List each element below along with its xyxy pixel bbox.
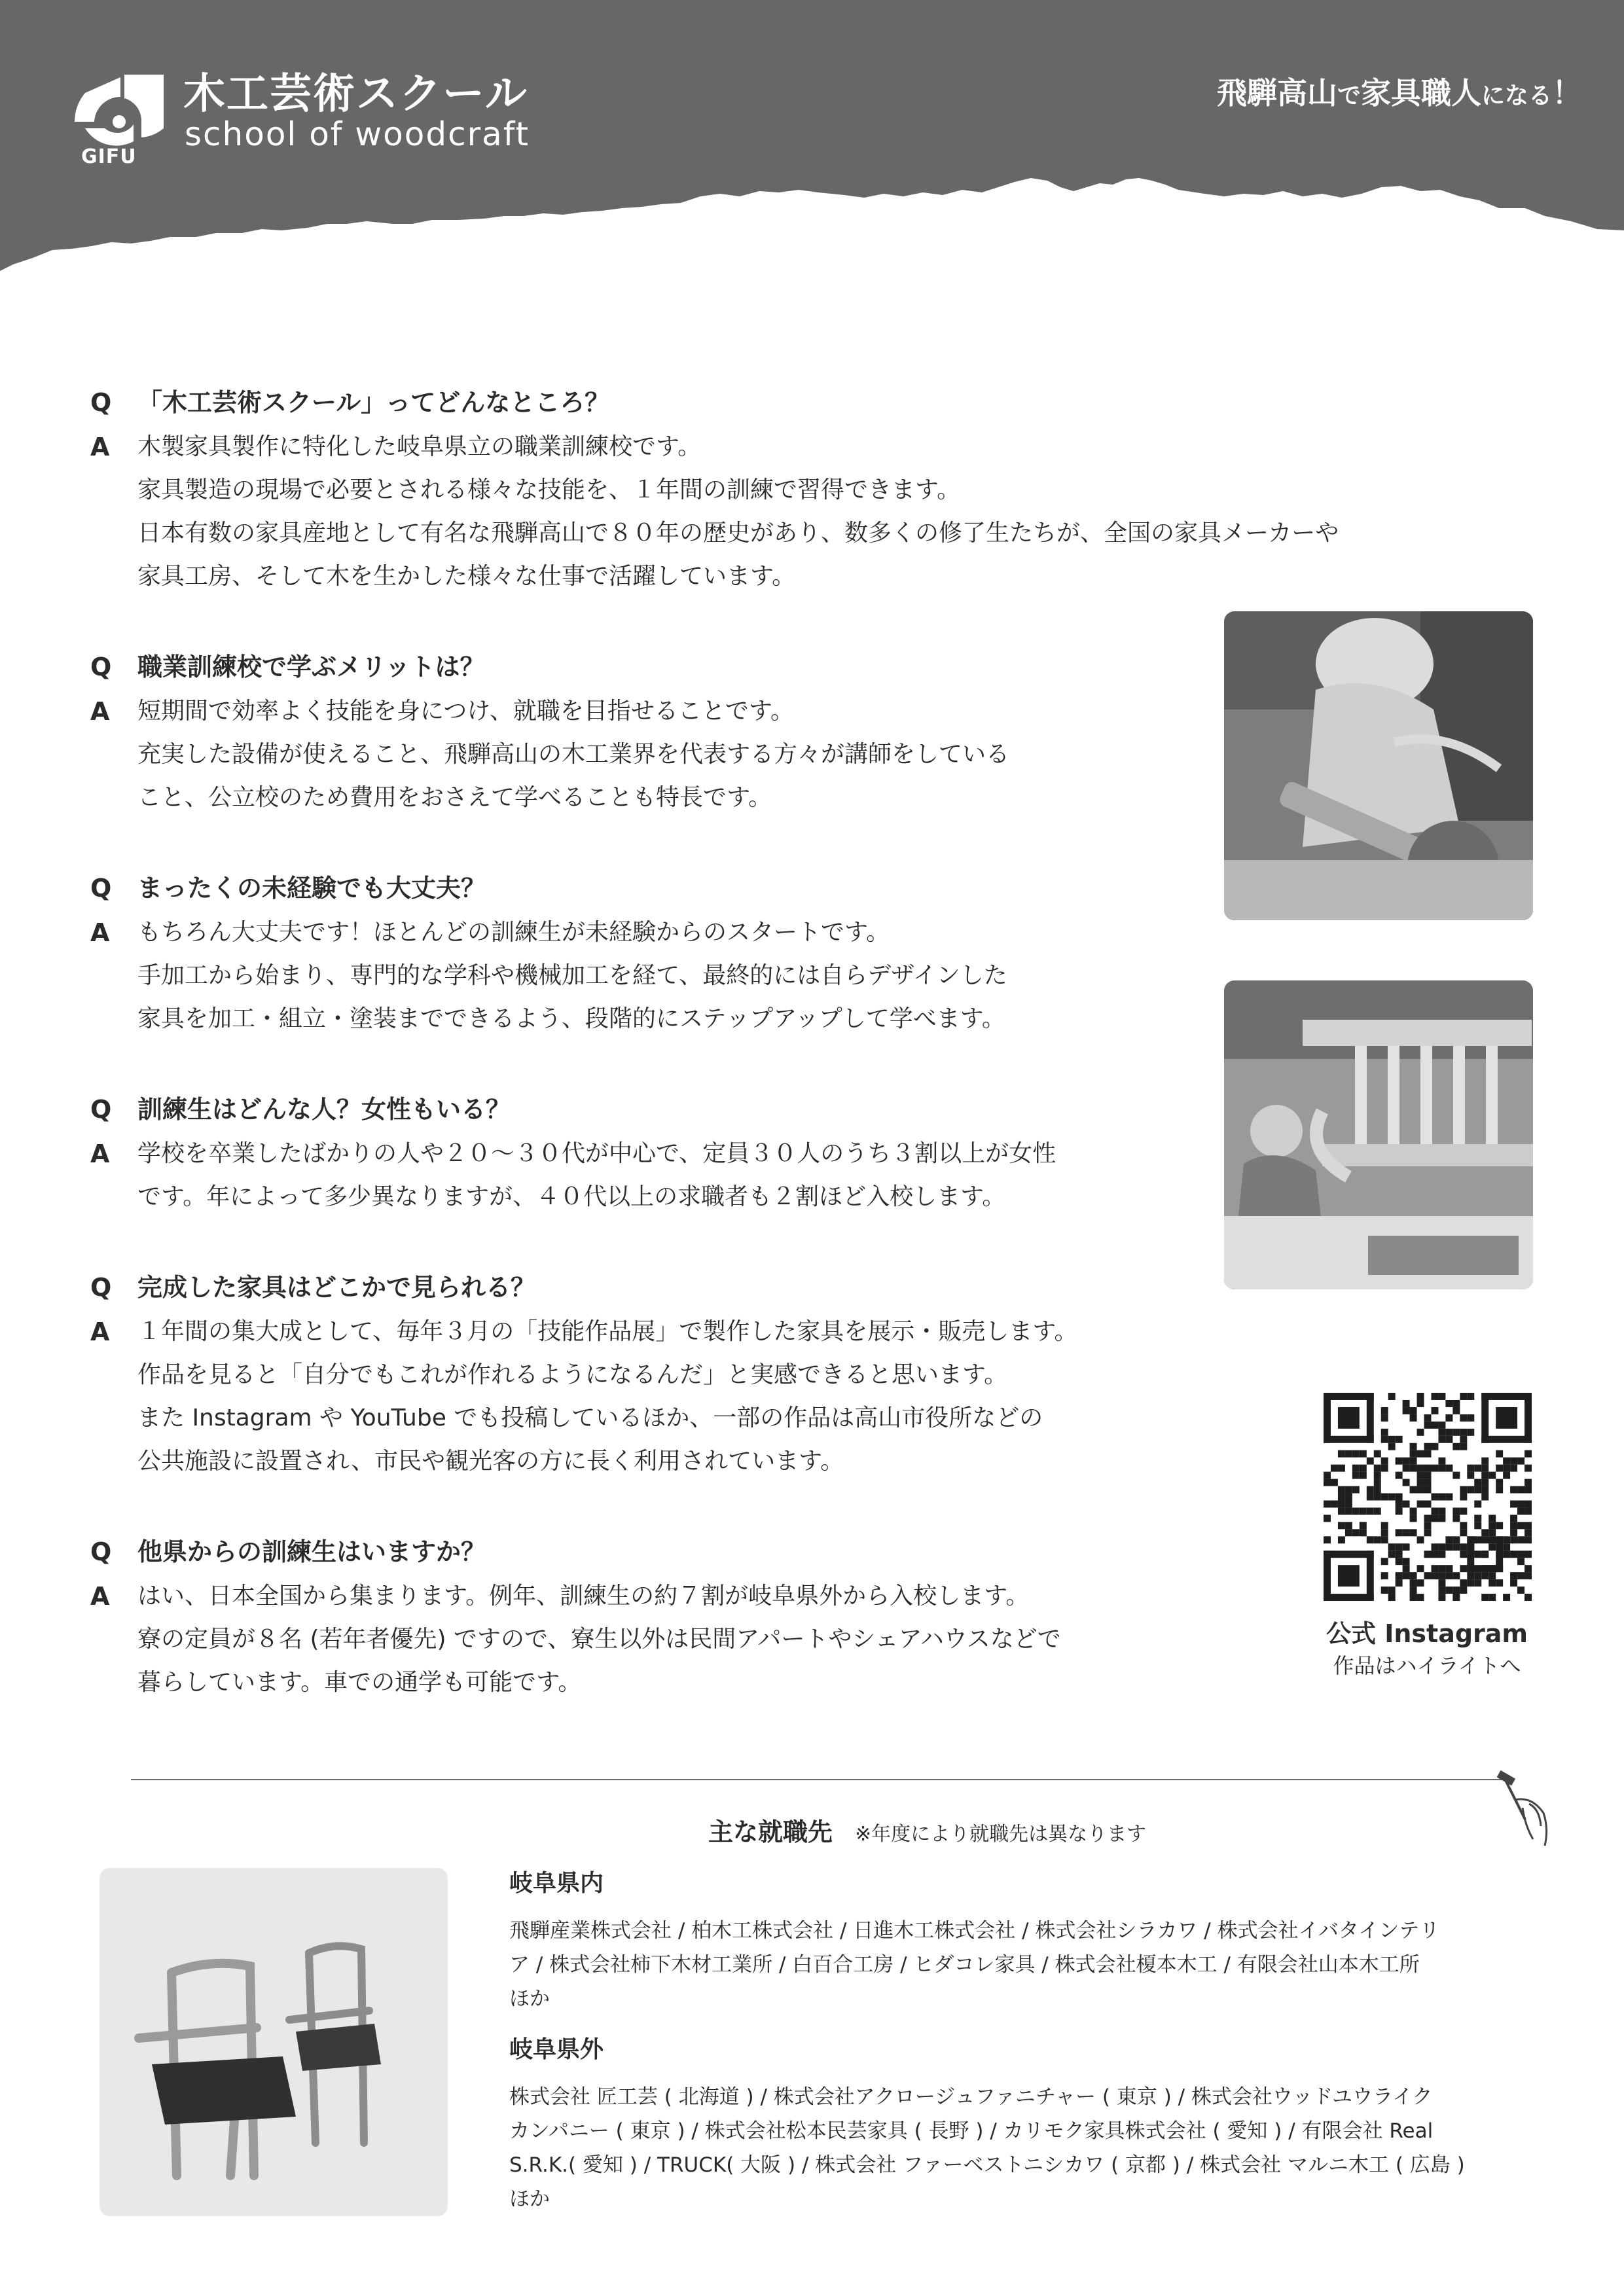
- answer-line: です。年によって多少異なりますが、４０代以上の求職者も２割ほど入校します。: [137, 1183, 1006, 1210]
- answer-row: [90, 425, 1543, 598]
- answer-line: 作品を見ると「自分でもこれが作れるようになるんだ」と実感できると思います。: [137, 1361, 1008, 1388]
- instagram-qr-code-icon[interactable]: [1324, 1393, 1532, 1601]
- region-name: 岐阜県外: [509, 2036, 604, 2063]
- answer-line: 木製家具製作に特化した岐阜県立の職業訓練校です。: [137, 433, 702, 460]
- company-line: ほか: [509, 2187, 550, 2211]
- question-mark: Q: [90, 1095, 112, 1124]
- answer-line: 家具を加工・組立・塗装までできるよう、段階的にステップアップして学べます。: [137, 1005, 1005, 1032]
- company-line: ほか: [509, 1987, 550, 2011]
- employment-region: [509, 1865, 1530, 2016]
- employment-note: ※年度により就職先は異なります: [855, 1823, 1147, 1846]
- header-band: [0, 0, 1624, 301]
- photo-chairs: [99, 1868, 448, 2216]
- question-mark: Q: [90, 1273, 112, 1302]
- school-title: 木工芸術スクール: [183, 70, 528, 118]
- answer-line: 寮の定員が８名 (若年者優先) ですので、寮生以外は民間アパートやシェアハウスなどで: [137, 1626, 1061, 1653]
- photo-bench-workshop: [1224, 980, 1533, 1289]
- answer-mark: A: [90, 1318, 110, 1346]
- employment-title: 主な就職先: [708, 1818, 833, 1846]
- question-text: 訓練生はどんな人？女性もいる？: [137, 1095, 511, 1124]
- tagline-segment: 家具職人: [1360, 75, 1481, 111]
- tagline-segment: 飛騨高山: [1216, 75, 1337, 111]
- answer-text: [137, 690, 1009, 819]
- question-mark: Q: [90, 874, 112, 903]
- answer-line: 暮らしています。車での通学も可能です。: [137, 1669, 582, 1696]
- company-line: 飛騨産業株式会社 / 柏木工株式会社 / 日進木工株式会社 / 株式会社シラカワ / 株式会社イバタインテリ: [509, 1919, 1440, 1943]
- answer-mark: A: [90, 697, 110, 726]
- tagline-segment: になる: [1481, 82, 1552, 109]
- answer-line: 短期間で効率よく技能を身につけ、就職を目指せることです。: [137, 698, 794, 725]
- answer-text: [137, 1310, 1077, 1483]
- region-name: 岐阜県内: [509, 1870, 604, 1897]
- qr-caption: [1283, 1617, 1571, 1681]
- answer-line: 手加工から始まり、専門的な学科や機械加工を経て、最終的には自らデザインした: [137, 962, 1007, 989]
- qr-title: 公式 Instagram: [1326, 1619, 1528, 1648]
- answer-line: 公共施設に設置され、市民や観光客の方に長く利用されています。: [137, 1448, 844, 1475]
- photo-woodturning: [1224, 611, 1533, 920]
- company-line: 株式会社 匠工芸 ( 北海道 ) / 株式会社アクロージュファニチャー ( 東京 ) / 株式会社ウッドユウライク: [509, 2085, 1433, 2109]
- hand-pencil-icon: [1486, 1761, 1564, 1859]
- answer-text: [137, 425, 1339, 598]
- answer-text: [137, 911, 1007, 1041]
- answer-line: こと、公立校のため費用をおさえて学べることも特長です。: [137, 784, 772, 811]
- answer-line: はい、日本全国から集まります。例年、訓練生の約７割が岐阜県外から入校します。: [137, 1583, 1030, 1609]
- logo-gifu-label: GIFU: [81, 145, 137, 168]
- question-mark: Q: [90, 388, 112, 417]
- answer-line: 学校を卒業したばかりの人や２０～３０代が中心で、定員３０人のうち３割以上が女性: [137, 1140, 1056, 1167]
- employment-heading: [708, 1812, 1146, 1848]
- answer-line: １年間の集大成として、毎年３月の「技能作品展」で製作した家具を展示・販売します。: [137, 1318, 1078, 1345]
- answer-line: 家具工房、そして木を生かした様々な仕事で活躍しています。: [137, 563, 796, 590]
- answer-mark: A: [90, 433, 110, 461]
- qr-note: 作品はハイライトへ: [1333, 1653, 1521, 1678]
- tagline-segment: ！: [1552, 75, 1582, 111]
- question-text: まったくの未経験でも大丈夫？: [137, 874, 486, 903]
- answer-line: 日本有数の家具産地として有名な飛騨高山で８０年の歴史があり、数多くの修了生たちが、全国の家具メーカーや: [137, 520, 1339, 547]
- school-subtitle: school of woodcraft: [185, 115, 530, 153]
- company-line: ア / 株式会社柿下木材工業所 / 白百合工房 / ヒダコレ家具 / 株式会社榎本木工 / 有限会社山本木工所: [509, 1953, 1420, 1977]
- qa-item: [90, 381, 1543, 598]
- answer-mark: A: [90, 1582, 110, 1611]
- question-mark: Q: [90, 653, 112, 681]
- employment-region: [509, 2032, 1530, 2216]
- company-list: [509, 1914, 1530, 2016]
- question-text: 「木工芸術スクール」ってどんなところ？: [137, 388, 610, 417]
- section-divider: [131, 1779, 1512, 1780]
- question-text: 職業訓練校で学ぶメリットは？: [137, 653, 485, 681]
- tagline-segment: で: [1337, 82, 1361, 109]
- answer-mark: A: [90, 1139, 110, 1168]
- answer-line: また Instagram や YouTube でも投稿しているほか、一部の作品は高山市役所などの: [137, 1405, 1043, 1431]
- question-text: 他県からの訓練生はいますか？: [137, 1537, 486, 1566]
- company-line: カンパニー ( 東京 ) / 株式会社松本民芸家具 ( 長野 ) / カリモク家具株式会社 ( 愛知 ) / 有限会社 Real: [509, 2119, 1434, 2143]
- answer-text: [137, 1575, 1061, 1704]
- company-line: S.R.K.( 愛知 ) / TRUCK( 大阪 ) / 株式会社 ファーベストニシカワ ( 京都 ) / 株式会社 マルニ木工 ( 広島 ): [509, 2153, 1465, 2177]
- answer-mark: A: [90, 918, 110, 947]
- question-row: [90, 381, 1543, 424]
- question-mark: Q: [90, 1537, 112, 1566]
- company-list: [509, 2080, 1530, 2216]
- question-text: 完成した家具はどこかで見られる？: [137, 1273, 536, 1302]
- answer-text: [137, 1132, 1056, 1219]
- answer-line: 家具製造の現場で必要とされる様々な技能を、１年間の訓練で習得できます。: [137, 476, 961, 503]
- answer-line: 充実した設備が使えること、飛騨高山の木工業界を代表する方々が講師をしている: [137, 741, 1010, 768]
- answer-line: もちろん大丈夫です！ほとんどの訓練生が未経験からのスタートです。: [137, 919, 890, 946]
- tagline: [1217, 69, 1582, 113]
